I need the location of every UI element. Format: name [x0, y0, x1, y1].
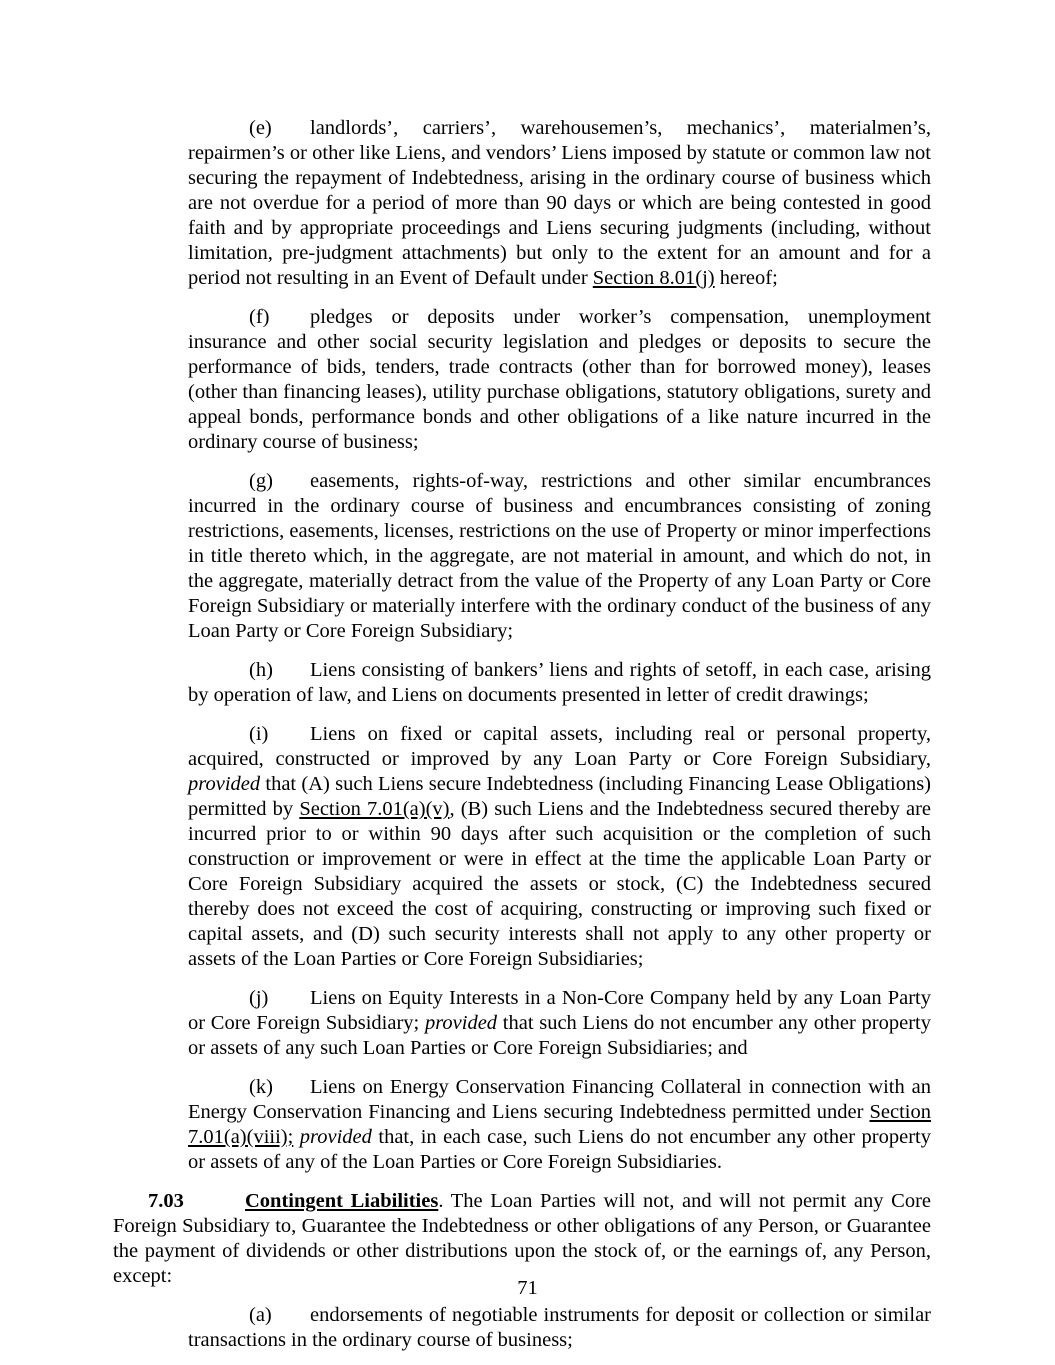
clause-paragraph — [188, 1075, 931, 1175]
clause-letter-label: (h) — [249, 659, 273, 681]
clause-letter-label: (a) — [249, 1304, 272, 1326]
text-run: that (A) such Liens secure Indebtedness (including Financing Lease Obligations) permitted by — [188, 773, 931, 820]
text-run: . The Loan Parties will not, and will not permit any Core Foreign Subsidiary to, Guarantee the Indebtedness or other obligations of any Person, or Guarantee the payment of dividends or other distributions upon the stock of, or the earnings of, any Person, except: — [113, 1190, 931, 1287]
section-reference: Section 7.01(a)(viii); — [188, 1101, 931, 1148]
text-run: that, in each case, such Liens do not encumber any other property or assets of any of the Loan Parties or Core Foreign Subsidiaries. — [188, 1126, 932, 1173]
page-number: 71 — [517, 1277, 538, 1299]
text-run: easements, rights-of-way, restrictions and other similar encumbrances incurred in the ordinary course of business and encumbrances consisting of zoning restrictions, easements, licenses, restrictions on the use of Property or minor imperfections in title thereto which, in the aggregate, are not material in amount, and which do not, in the aggregate, materially detract from the value of the Property of any Loan Party or Core Foreign Subsidiary or materially interfere with the ordinary conduct of the business of any Loan Party or Core Foreign Subsidiary; — [188, 470, 931, 642]
clause-paragraph — [188, 722, 931, 972]
section-reference: Section 7.01(a)(v) — [299, 798, 450, 820]
clause-letter-label: (e) — [249, 117, 272, 139]
emphasis-run: provided — [424, 1012, 498, 1034]
text-run: Liens consisting of bankers’ liens and rights of setoff, in each case, arising by operation of law, and Liens on documents presented in letter of credit drawings; — [188, 659, 931, 706]
text-run: hereof; — [714, 267, 778, 289]
section-number-label: 7.03 — [148, 1190, 184, 1212]
text-run: , (B) such Liens and the Indebtedness secured thereby are incurred prior to or within 90 days after such acquisition or the completion of such construction or improvement or were in effect at the time the applicable Loan Party or Core Foreign Subsidiary acquired the assets or stock, (C) the Indebtedness secured thereby does not exceed the cost of acquiring, constructing or improving such fixed or capital assets, and (D) such security interests shall not apply to any other property or assets of the Loan Parties or Core Foreign Subsidiaries; — [188, 798, 931, 970]
clause-paragraph — [188, 1303, 931, 1353]
document-body — [113, 116, 931, 1365]
section-reference: Section 8.01(j) — [592, 267, 715, 289]
clause-paragraph — [188, 986, 931, 1061]
clause-letter-label: (f) — [249, 306, 270, 328]
text-run: that such Liens do not encumber any other property or assets of any such Loan Parties or Core Foreign Subsidiaries; and — [188, 1012, 931, 1059]
text-run: endorsements of negotiable instruments for deposit or collection or similar transactions in the ordinary course of business; — [188, 1304, 931, 1351]
emphasis-run: provided — [299, 1126, 372, 1148]
clause-letter-label: (i) — [249, 723, 269, 745]
section-paragraph — [113, 1189, 931, 1289]
clause-paragraph — [188, 116, 931, 291]
clause-paragraph — [188, 305, 931, 455]
text-run: Liens on fixed or capital assets, including real or personal property, acquired, constructed or improved by any Loan Party or Core Foreign Subsidiary, — [188, 723, 931, 770]
section-heading: Contingent Liabilities — [245, 1190, 439, 1212]
emphasis-run: provided — [188, 773, 261, 795]
clause-paragraph — [188, 469, 931, 644]
text-run: pledges or deposits under worker’s compensation, unemployment insurance and other social security legislation and pledges or deposits to secure the performance of bids, tenders, trade contracts (other than for borrowed money), leases (other than financing leases), utility purchase obligations, statutory obligations, surety and appeal bonds, performance bonds and other obligations of a like nature incurred in the ordinary course of business; — [188, 306, 931, 453]
text-run: Liens on Equity Interests in a Non-Core Company held by any Loan Party or Core Foreign Subsidiary; — [188, 987, 931, 1034]
text-run: landlords’, carriers’, warehousemen’s, mechanics’, materialmen’s, repairmen’s or other like Liens, and vendors’ Liens imposed by statute or common law not securing the repayment of Indebtedness, arising in the ordinary course of business which are not overdue for a period of more than 90 days or which are being contested in good faith and by appropriate proceedings and Liens securing judgments (including, without limitation, pre-judgment attachments) but only to the extent for an amount and for a period not resulting in an Event of Default under — [188, 117, 931, 289]
page-footer — [0, 1276, 1055, 1301]
clause-letter-label: (j) — [249, 987, 269, 1009]
clause-letter-label: (g) — [249, 470, 273, 492]
text-run: Liens on Energy Conservation Financing Collateral in connection with an Energy Conservation Financing and Liens securing Indebtedness permitted under — [188, 1076, 931, 1123]
clause-paragraph — [188, 658, 931, 708]
clause-letter-label: (k) — [249, 1076, 273, 1098]
